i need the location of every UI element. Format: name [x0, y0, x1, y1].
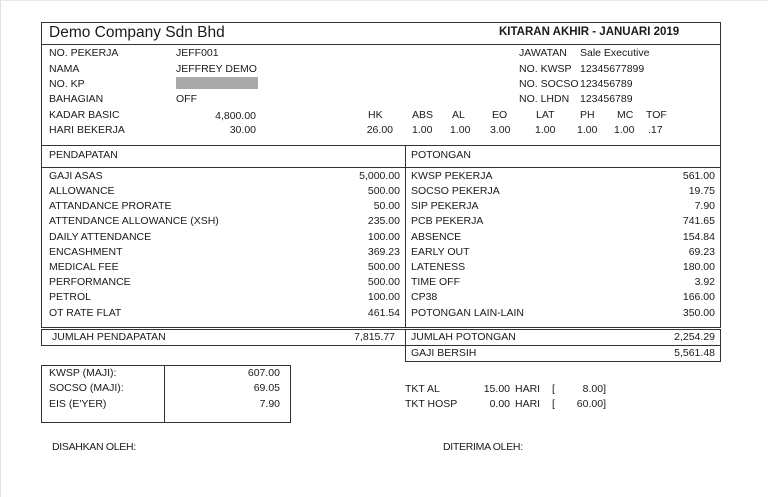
deduction-label: TIME OFF	[411, 276, 460, 288]
deduction-label: ABSENCE	[411, 231, 462, 243]
earning-amount: 235.00	[367, 215, 400, 227]
earning-amount: 5,000.00	[359, 170, 400, 182]
kadar-basic-value: 4,800.00	[215, 110, 256, 122]
section-header-divider	[41, 167, 721, 168]
employee-label: NO. PEKERJA	[49, 47, 119, 59]
employee-label: NO. KP	[49, 78, 85, 90]
deduction-amount: 180.00	[682, 261, 715, 273]
earning-amount: 100.00	[367, 231, 400, 243]
attendance-value-al: 1.00	[450, 124, 471, 136]
leave-label: TKT HOSP	[405, 398, 458, 410]
contribution-label: SOCSO (MAJI):	[49, 382, 124, 394]
leave-bracket: [	[552, 398, 555, 410]
earning-amount: 500.00	[367, 185, 400, 197]
leave-unit: HARI	[515, 383, 541, 395]
earning-label: ALLOWANCE	[49, 185, 115, 197]
deduction-amount: 69.23	[688, 246, 715, 258]
deduction-label: KWSP PEKERJA	[411, 170, 493, 182]
attendance-value-hk: 26.00	[366, 124, 393, 136]
earning-label: ENCASHMENT	[49, 246, 123, 258]
earnings-total-label: JUMLAH PENDAPATAN	[52, 331, 166, 343]
deduction-label: CP38	[411, 291, 438, 303]
earning-label: ATTANDANCE PRORATE	[49, 200, 172, 212]
deduction-amount: 3.92	[694, 276, 715, 288]
earning-label: PERFORMANCE	[49, 276, 131, 288]
deductions-total-label: JUMLAH POTONGAN	[411, 331, 516, 343]
attendance-value-lat: 1.00	[535, 124, 556, 136]
leave-label: TKT AL	[405, 383, 440, 395]
attendance-header-tof: TOF	[646, 109, 667, 121]
employee-value: 12345677899	[580, 63, 645, 75]
earning-label: ATTENDANCE ALLOWANCE (XSH)	[49, 215, 219, 227]
deduction-label: POTONGAN LAIN-LAIN	[411, 307, 524, 319]
period-title: KITARAN AKHIR - JANUARI 2019	[499, 26, 680, 38]
employee-value: JEFFREY DEMO	[176, 63, 257, 75]
leave-days: 15.00	[483, 383, 510, 395]
deduction-amount: 166.00	[682, 291, 715, 303]
attendance-value-eo: 3.00	[490, 124, 511, 136]
column-divider	[405, 145, 406, 328]
attendance-value-mc: 1.00	[614, 124, 635, 136]
deduction-label: LATENESS	[411, 261, 466, 273]
redacted-ic-number	[176, 77, 258, 89]
employee-value: JEFF001	[176, 47, 219, 59]
attendance-header-ph: PH	[580, 109, 595, 121]
earning-label: MEDICAL FEE	[49, 261, 119, 273]
attendance-value-ph: 1.00	[577, 124, 598, 136]
earning-label: GAJI ASAS	[49, 170, 103, 182]
employee-value: Sale Executive	[580, 47, 650, 59]
contribution-amount: 7.90	[259, 398, 280, 410]
employer-contribution-divider	[164, 365, 165, 423]
deduction-amount: 350.00	[682, 307, 715, 319]
earning-amount: 369.23	[367, 246, 400, 258]
earning-label: DAILY ATTENDANCE	[49, 231, 152, 243]
employee-value: 123456789	[580, 78, 633, 90]
attendance-value-abs: 1.00	[412, 124, 433, 136]
deduction-label: SIP PEKERJA	[411, 200, 479, 212]
earnings-title: PENDAPATAN	[49, 149, 118, 161]
earning-amount: 500.00	[367, 261, 400, 273]
deductions-total-amount: 2,254.29	[674, 331, 715, 343]
earning-label: OT RATE FLAT	[49, 307, 122, 319]
contribution-amount: 607.00	[247, 367, 280, 379]
earning-label: PETROL	[49, 291, 92, 303]
employee-label: NO. KWSP	[519, 63, 572, 75]
deduction-amount: 561.00	[682, 170, 715, 182]
company-name: Demo Company Sdn Bhd	[49, 24, 225, 41]
contribution-label: EIS (E'YER)	[49, 398, 107, 410]
earning-amount: 50.00	[373, 200, 400, 212]
contribution-label: KWSP (MAJI):	[49, 367, 117, 379]
earning-amount: 500.00	[367, 276, 400, 288]
employee-label: NO. SOCSO	[519, 78, 579, 90]
attendance-header-lat: LAT	[536, 109, 555, 121]
earning-amount: 461.54	[367, 307, 400, 319]
deduction-amount: 154.84	[682, 231, 715, 243]
deduction-label: EARLY OUT	[411, 246, 470, 258]
attendance-value-tof: .17	[648, 124, 663, 136]
leave-bracket: [	[552, 383, 555, 395]
net-pay-label: GAJI BERSIH	[411, 347, 477, 359]
employee-label: BAHAGIAN	[49, 93, 104, 105]
employee-label: NAMA	[49, 63, 80, 75]
attendance-header-al: AL	[452, 109, 465, 121]
employee-label: NO. LHDN	[519, 93, 570, 105]
deduction-label: PCB PEKERJA	[411, 215, 484, 227]
earning-amount: 100.00	[367, 291, 400, 303]
earnings-total-amount: 7,815.77	[354, 331, 395, 343]
approved-by-label: DISAHKAN OLEH:	[52, 441, 136, 453]
attendance-header-mc: MC	[617, 109, 634, 121]
deduction-amount: 7.90	[694, 200, 715, 212]
deduction-label: SOCSO PEKERJA	[411, 185, 500, 197]
leave-balance: 60.00]	[576, 398, 606, 410]
received-by-label: DITERIMA OLEH:	[443, 441, 523, 453]
employee-value: OFF	[176, 93, 197, 105]
leave-unit: HARI	[515, 398, 541, 410]
net-pay-amount: 5,561.48	[674, 347, 715, 359]
attendance-header-hk: HK	[368, 109, 383, 121]
attendance-header-eo: EO	[492, 109, 508, 121]
employee-value: 123456789	[580, 93, 633, 105]
hari-bekerja-value: 30.00	[229, 124, 256, 136]
leave-days: 0.00	[489, 398, 510, 410]
deduction-amount: 19.75	[688, 185, 715, 197]
deduction-amount: 741.65	[682, 215, 715, 227]
employee-label: JAWATAN	[519, 47, 567, 59]
kadar-basic-label: KADAR BASIC	[49, 109, 120, 121]
contribution-amount: 69.05	[253, 382, 280, 394]
leave-balance: 8.00]	[582, 383, 606, 395]
deductions-title: POTONGAN	[411, 149, 471, 161]
hari-bekerja-label: HARI BEKERJA	[49, 124, 125, 136]
attendance-header-abs: ABS	[412, 109, 434, 121]
